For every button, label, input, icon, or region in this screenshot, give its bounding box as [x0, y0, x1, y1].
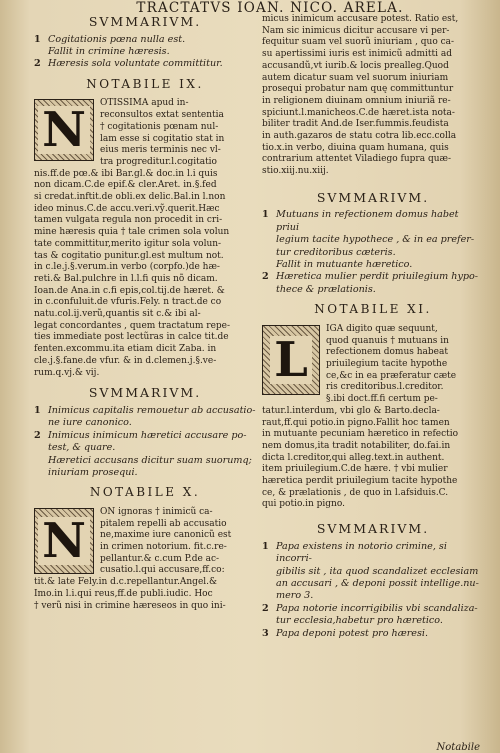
text-line: rum.q.vj.& vij. — [34, 367, 100, 378]
initial-letter: L — [270, 336, 312, 384]
decorated-initial — [34, 99, 94, 161]
text-line: tio.x.in verbo, diuina quam humana, quis — [262, 142, 449, 153]
summary-item — [262, 234, 484, 246]
item-text: Mutuans in refectionem domus habet priui — [276, 209, 459, 233]
left-column — [34, 14, 256, 612]
text-line: pitalem repelli ab accusatio — [100, 518, 227, 529]
item-text: Papa notorie incorrigibilis vbi scandaliza- — [276, 602, 478, 614]
text-line: §.ibi doct.ff.fi certum pe- — [326, 394, 438, 405]
text-line: tit.& late Fely.in d.c.repellantur.Angel.& — [34, 577, 218, 588]
text-line: pellantur.& c.cum P.de ac- — [100, 553, 220, 564]
notabile-body — [34, 507, 256, 612]
item-number: 3 — [262, 627, 269, 639]
text-line: reconsultos extat sententia — [100, 110, 224, 121]
catchword: Notabile — [436, 742, 480, 753]
item-number: 2 — [262, 602, 269, 614]
item-text: Papa deponi potest pro hæresi. — [276, 627, 429, 639]
text-line: in c.confuluit.de vfuris.Fely. n tract.de co — [34, 297, 222, 308]
decorated-initial — [34, 508, 94, 574]
text-line: raut,ff.qui potio.in pigno.Fallit hoc tamen — [262, 417, 450, 428]
decorated-initial — [262, 325, 320, 395]
text-line: item priuilegium.C.de hære. † vbi mulier — [262, 464, 448, 475]
summary-item — [34, 417, 256, 429]
text-line: refectionem domus habeat — [326, 347, 448, 358]
summary-item — [262, 271, 484, 283]
text-line: cle.j.§.fane.de vfur. & in d.clemen.j.§.ve- — [34, 355, 217, 366]
text-line: reti.& Bal.pulchre in l.l.fi quis nõ dicam. — [34, 273, 218, 284]
item-text: Inimicus capitalis remouetur ab accusatio- — [48, 404, 256, 416]
item-text: Hæresis sola voluntate committitur. — [48, 58, 223, 70]
summary-item — [34, 442, 256, 454]
text-line: OTISSIMA apud in- — [100, 98, 189, 109]
item-text: legium tacite hypothece , & in ea prefer- — [276, 234, 475, 246]
item-text: test, & quare. — [48, 442, 116, 454]
item-number: 2 — [262, 271, 269, 283]
item-number: 2 — [34, 58, 41, 70]
item-text: mero 3. — [276, 590, 314, 602]
notabile-body — [262, 324, 484, 511]
text-line: hæretica perdit priuilegium tacite hypothe — [262, 476, 458, 487]
item-text: Hæretici accusans dicitur suam suorumq; — [48, 454, 252, 466]
text-line: Ioan.de Ana.in c.fi epis,col.tij.de hæret. & — [34, 285, 225, 296]
item-number: 1 — [34, 404, 41, 416]
running-head: TRACTATVS IOAN. NICO. ARELA. — [136, 0, 404, 16]
item-number: 1 — [34, 33, 41, 45]
text-line: spiciunt.l.manicheos.C.de hæret.ista nota- — [262, 107, 455, 118]
text-line: tas & cogitatio punitur.gl.est multum not. — [34, 250, 224, 261]
initial-letter: N — [38, 106, 90, 154]
text-line: tatur.l.interdum, vbi glo & Barto.decla- — [262, 405, 440, 416]
text-line: ris creditoribus.l.creditor. — [326, 382, 444, 393]
text-line: fenten.excommu.ita etiam dicit Zaba. in — [34, 344, 217, 355]
text-line: dicta l.creditor,qui alleg.text.in authent. — [262, 452, 445, 463]
text-line: ne,maxime iure canonicũ est — [100, 530, 232, 541]
text-line: Imo.in l.i.qui reus,ff.de publi.iudic. Hoc — [34, 588, 213, 599]
text-line: stio.xiij.nu.xiij. — [262, 166, 329, 177]
initial-letter: N — [38, 517, 90, 565]
text-line: biliter tradit And.de Iser.fummis.feudista — [262, 119, 449, 130]
notabile-body — [34, 98, 256, 379]
item-text: iniuriam prosequi. — [48, 466, 138, 478]
summary-item — [262, 603, 484, 615]
text-line: † cogitationis pœnam nul- — [100, 121, 219, 132]
text-line: tate committitur,merito igitur sola volun- — [34, 238, 222, 249]
summary-item — [262, 615, 484, 627]
summary-item — [34, 46, 256, 58]
summary-item — [262, 247, 484, 259]
text-line: ON ignoras † inimicũ ca- — [100, 506, 213, 517]
text-line: prosequi probatur nam quę committuntur — [262, 84, 454, 95]
text-line: ce,&c in ea præferatur cæte — [326, 370, 457, 381]
summary-title: SVMMARIVM. — [88, 385, 202, 401]
notabile-heading: NOTABILE IX. — [86, 76, 204, 91]
notabile-heading: NOTABILE XI. — [314, 302, 432, 317]
item-text: Inimicus inimicum hæretici accusare po- — [48, 429, 247, 441]
body-lines — [262, 14, 484, 178]
summary-item — [262, 566, 484, 578]
text-line: natu.col.ij.verũ,quantis sit c.& ibi al- — [34, 309, 201, 320]
summary-item — [34, 455, 256, 467]
text-line: eius meris terminis nec vl- — [100, 145, 221, 156]
item-text: an accusari , & deponi possit intellige.nu- — [276, 577, 479, 589]
item-text: tur ecclesia,habetur pro hæretico. — [276, 615, 443, 627]
text-line: nem domus,ita tradit notabiliter, do.fai.in — [262, 440, 451, 451]
text-line: legat concordantes , quem tractatum repe- — [34, 320, 231, 331]
item-text: tur creditoribus cæteris. — [276, 246, 396, 258]
summary-item — [262, 284, 484, 296]
summary-item — [262, 590, 484, 602]
summary-item — [34, 430, 256, 442]
text-line: in crimen notorium. fit.c.re- — [100, 542, 227, 553]
text-line: fequitur suam vel suorũ iniuriam , quo ca- — [262, 37, 455, 48]
text-line: priuilegium tacite hypothe — [326, 358, 448, 369]
text-line: si credat.inftit.de obli.ex delic.Bal.in l.non — [34, 192, 226, 203]
summary-item — [262, 259, 484, 271]
notabile-heading: NOTABILE X. — [89, 485, 201, 500]
text-line: in c.le.j.§.verum.in verbo (corpfo.)de hæ- — [34, 262, 220, 273]
item-text: thece & prælationis. — [276, 283, 376, 295]
item-text: Papa existens in notorio crimine, si incorri- — [276, 540, 447, 565]
text-line: quod quanuis † mutuans in — [326, 335, 449, 346]
text-line: contrarium attentet Viladiego fupra quæ- — [262, 154, 451, 165]
summary-item — [34, 405, 256, 417]
item-text: Hæretica mulier perdit priuilegium hypo- — [276, 271, 479, 283]
right-column — [262, 14, 484, 640]
item-text: Fallit in crimine hæresis. — [48, 46, 170, 57]
text-line: micus inimicum accusare potest. Ratio est, — [262, 14, 459, 24]
summary-title: SVMMARIVM. — [316, 521, 430, 537]
text-line: tamen vulgata regula non procedit in cri- — [34, 215, 223, 226]
item-number: 1 — [262, 209, 269, 221]
text-line: non dicam.C.de epif.& cler.Aret. in.§.fed — [34, 180, 217, 191]
text-line: autem dicatur suam vel suorum iniuriam — [262, 72, 449, 83]
text-line: tra progreditur.l.cogitatio — [100, 156, 217, 167]
text-line: in mutuante pecuniam hæretico in refectio — [262, 429, 459, 440]
item-number: 1 — [262, 540, 269, 552]
summary-list — [262, 209, 484, 296]
summary-title: SVMMARIVM. — [316, 189, 430, 205]
item-number: 2 — [34, 429, 41, 441]
summary-item — [34, 58, 256, 70]
summary-item — [262, 578, 484, 590]
text-line: cusatio.l.qui accusare,ff.co: — [100, 565, 225, 576]
text-line: ties immediate post lectũras in calce tit.de — [34, 332, 229, 343]
summary-item — [262, 209, 484, 234]
text-line: in religionem diuinam omnium iniuriã re- — [262, 95, 451, 106]
text-line: ce, & prælationis , de quo in l.afsiduis.C. — [262, 487, 449, 498]
text-line: † verũ nisi in crimine hæreseos in quo ini- — [34, 600, 226, 611]
text-line: in auth.gazaros de statu cotra lib.ecc.colla — [262, 131, 457, 142]
item-text: gibilis sit , ita quod scandalizet ecclesiam — [276, 565, 479, 577]
text-line: qui potio.in pigno. — [262, 499, 345, 510]
text-line: mine hæresis quia † tale crimen sola volun — [34, 227, 230, 238]
text-line: accusandũ,vt iurib.& locis prealleg.Quod — [262, 60, 449, 71]
summary-item — [262, 628, 484, 640]
item-text: Fallit in mutuante hæretico. — [276, 259, 413, 271]
text-line: ideo minus.C.de accu.veri.vỹ.querit.Hæc — [34, 203, 220, 214]
text-line: lam esse si cogitatio stat in — [100, 133, 225, 144]
summary-item — [34, 467, 256, 479]
item-text: ne iure canonico. — [48, 417, 132, 429]
summary-item — [34, 34, 256, 46]
summary-list — [34, 34, 256, 71]
summary-list — [34, 405, 256, 479]
text-line: su apertissimi iuris est inimicũ admitti ad — [262, 49, 452, 60]
text-line: IGA digito quæ sequunt, — [326, 323, 438, 334]
summary-title: SVMMARIVM. — [88, 14, 202, 29]
item-text: Cogitationis pœna nulla est. — [48, 33, 186, 45]
text-line: Nam sic inimicus dicitur accusare vi per- — [262, 25, 450, 36]
summary-list — [262, 541, 484, 640]
text-line: nis.ff.de pœ.& ibi Bar.gl.& doc.in l.i quis — [34, 168, 218, 179]
summary-item — [262, 541, 484, 566]
